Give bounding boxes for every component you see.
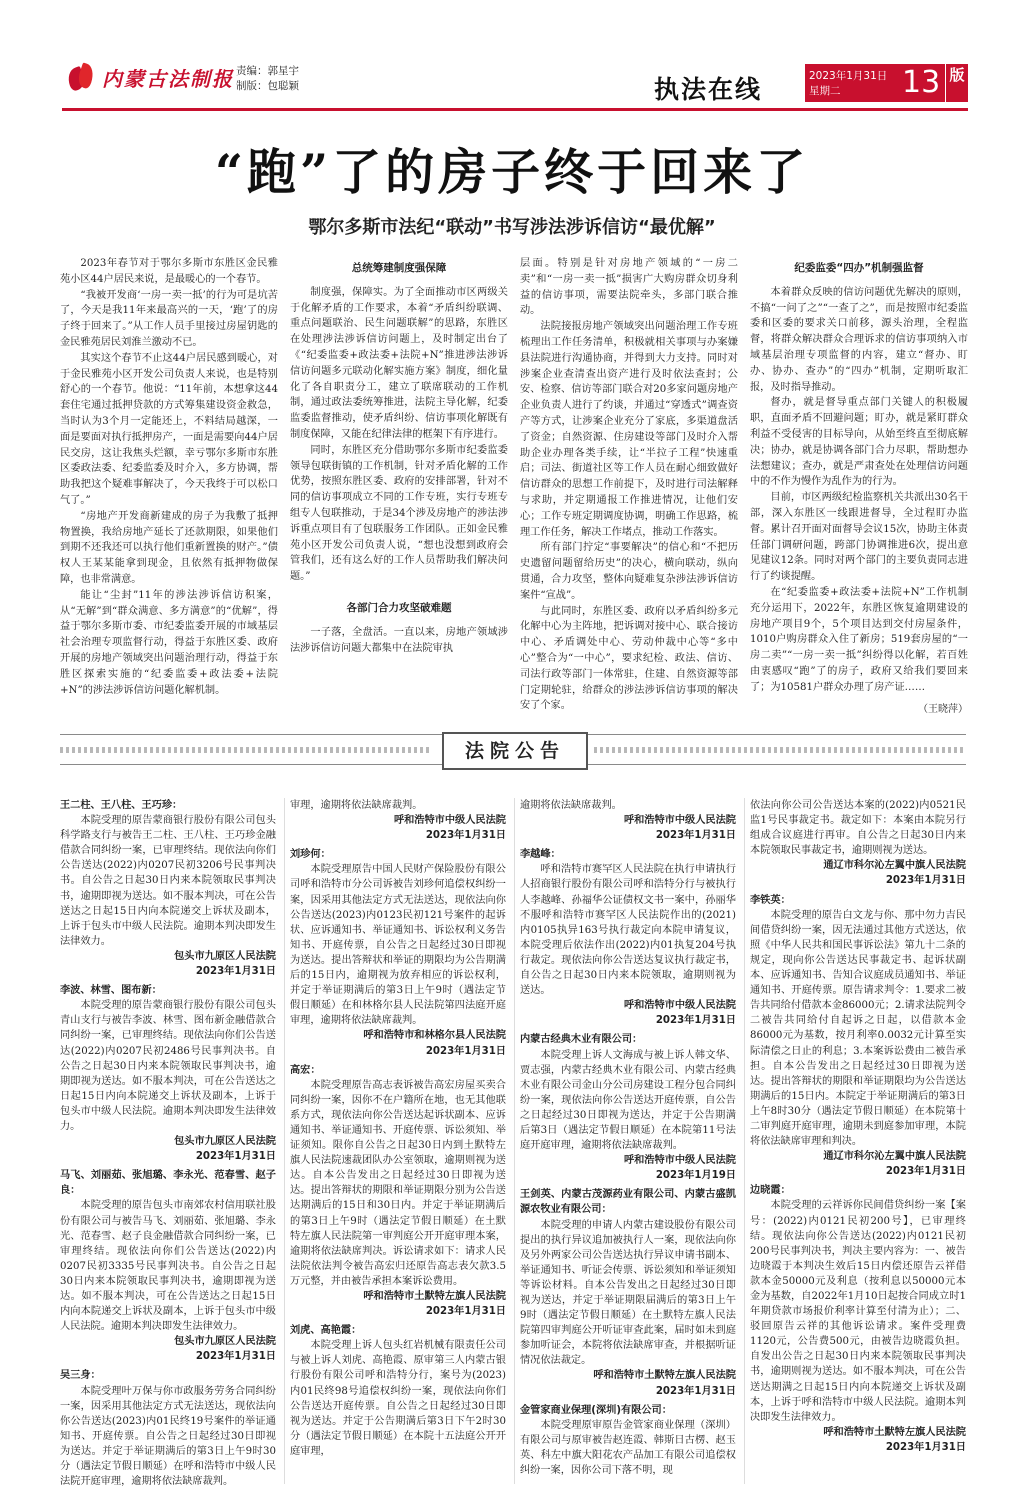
notice-party: 吴三身： bbox=[60, 1370, 101, 1382]
producer-credit: 制版：包聪颖 bbox=[236, 80, 299, 92]
article-paragraph: 法院接报房地产领域突出问题治理工作专班梳理出工作任务清单，积极就相关事项与办案嫌县法院进行沟通协商，并得到大力支持。同时对涉案企业查清查出资产进行及时依法查封；公安、检察、信访等部门联合对20多家问题房地产企业负责人进行了约谈，并通过“穿透式”调查资产等方式，让涉案企业充分了家底，多渠道盘活了资金；自然资源、住房建设等部门及时介入帮助企业办理各类手续，让“半拉子工程”快速重启；司法、街道社区等工作人员在耐心细致做好信访群众的思想工作前提下，及时进行司法解释与求助，并定期通报工作推进情况，让他们安心；工作专班定期调度协调，明确工作思路，梳理工作任务，解决工作堵点，推动工作落实。 bbox=[520, 321, 738, 538]
court-notice bbox=[520, 847, 736, 1028]
court-notice bbox=[60, 983, 276, 1164]
notice-party: 王剑英、内蒙古茂源药业有限公司、内蒙古盛凯源农牧业有限公司： bbox=[520, 1189, 736, 1216]
page-header bbox=[0, 0, 1024, 112]
notice-date: 2023年1月31日 bbox=[425, 1045, 506, 1057]
article-column-1 bbox=[60, 256, 278, 704]
banner-ornament bbox=[594, 747, 966, 753]
notice-party: 马飞、刘丽茹、张旭璐、李永光、范春雪、赵子良： bbox=[60, 1170, 276, 1197]
notice-body: 依法向你公司公告送达本案的(2022)内0521民监1号民事裁定书。裁定如下：本案由本院另行组成合议庭进行再审。自公告之日起30日内来本院领取民事裁定书，逾期则视为送达。 bbox=[750, 800, 966, 857]
notice-party: 内蒙古经典木业有限公司： bbox=[520, 1034, 643, 1046]
notice-party: 李波、林雪、图布新： bbox=[60, 985, 162, 997]
notice-court: 呼和浩特市土默特左旗人民法院 bbox=[363, 1291, 506, 1302]
article-column-3 bbox=[520, 256, 738, 712]
notice-party: 李铁英： bbox=[750, 894, 791, 906]
notice-date: 2023年1月31日 bbox=[655, 1385, 736, 1397]
notice-date: 2023年1月31日 bbox=[195, 1351, 276, 1363]
article-paragraph: “我被开发商‘一房一卖一抵’的行为可是坑苦了，今天是我11年来最高兴的一天，‘跑’了的房子终于回来了。”从工作人员手里接过房屋钥匙的金民雅苑居民刘淮兰激动不已。 bbox=[60, 289, 278, 348]
notice-court: 包头市九原区人民法院 bbox=[174, 950, 276, 962]
notice-column-3 bbox=[520, 798, 736, 1484]
notice-body: 本院受理的原告包头市南郊农村信用联社股份有限公司与被告马飞、刘丽茹、张旭璐、李永光、范春雪、赵子良金融借款合同纠纷一案，已审理终结。现依法向你们公告送达(2022)内0207民初3335号民事判决书。自公告之日起30日内来本院领取民事判决书，逾期即视为送达。如不服本判决，可在公告送达之日起15日内向本院递交上诉状及副本，上诉于包头市中级人民法院。逾期本判决即发生法律效力。 bbox=[60, 1200, 276, 1333]
section-subheading: 各部门合力攻坚破难题 bbox=[346, 601, 452, 614]
court-notice bbox=[60, 1168, 276, 1364]
notice-party: 金管家商业保理(深圳)有限公司： bbox=[520, 1404, 672, 1416]
notice-court: 通辽市科尔沁左翼中旗人民法院 bbox=[823, 860, 966, 872]
notice-party: 刘虎、高艳霞： bbox=[290, 1325, 362, 1337]
masthead bbox=[66, 62, 234, 92]
notice-party: 边晓霞： bbox=[750, 1185, 791, 1197]
article-paragraph: “房地产开发商新建成的房子为我敷了抵押物置换，我给房地产延长了还款期限，如果他们到期不还我还可以执行他们重新置换的财产。”债权人王某某能拿到现金，且依然有抵押物做保障，也非常满意。 bbox=[60, 510, 278, 585]
notice-date: 2023年1月31日 bbox=[195, 1151, 276, 1163]
notice-date: 2023年1月31日 bbox=[885, 875, 966, 887]
notice-date: 2023年1月31日 bbox=[655, 830, 736, 842]
notice-body: 本院受理的申请人内蒙古建设股份有限公司提出的执行异议追加被执行人一案，现依法向你及另外两家公司公告送达执行异议申请书副本、举证通知书、听证会传票、诉讼须知和举证须知等诉讼材料。自本公告发出之日起经过30日即视为送达，并定于举证期限届满后的第3日上午9时（遇法定节假日顺延）在土默特左旗人民法院第四审判庭公开听证审查此案，届时如未到庭参加听证会，本院将依法缺席审查，并根据听证情况依法裁定。 bbox=[520, 1219, 736, 1367]
article-paragraph: 制度强，保障实。为了全面推动市区两级关于化解矛盾的工作要求，本着“矛盾纠纷联调、重点问题联治、民生问题联解”的思路，东胜区在处理涉法涉诉信访问题上，及时制定出台了《“纪委监委+政法委+法院+N”推进涉法涉诉信访问题多元联动化解实施方案》制度，细化量化了各自职责分工，建立了联席联动的工作机制，通过政法委统筹推进，法院主导化解，纪委监委监督推动，使矛盾纠纷、信访事项化解既有制度保障，又能在纪律法律的框架下有序进行。 bbox=[290, 286, 508, 440]
article-paragraph: 督办，就是督导重点部门关键人的积极履职，直面矛盾不回避问题；盯办，就是紧盯群众利益不受侵害的目标导向，从始至终直至彻底解决；协办，就是协调各部门合力尽职，帮助想办法想建议；查办，就是严肃查处在处理信访问题中的不作为慢作为乱作为的行为。 bbox=[750, 397, 968, 488]
article-paragraph: 所有部门拧定“事要解决”的信心和“不把历史遗留问题留给历史”的决心，横向联动，纵向贯通，合力攻坚，整体向疑难复杂涉法涉诉信访案件“宣战”。 bbox=[520, 542, 738, 601]
notice-court: 呼和浩特市土默特左旗人民法院 bbox=[593, 1370, 736, 1382]
court-notice bbox=[520, 1403, 736, 1478]
editor-credits bbox=[236, 64, 299, 94]
article-paragraph: 在“纪委监委+政法委+法院+N”工作机制充分运用下，2022年，东胜区恢复逾期建设的房地产项目9个，5个项目达到交付房屋条件，1010户购房群众入住了新房；519套房屋的“一房二卖”“一房一卖一抵”纠纷得以化解，若百姓由衷感叹“跑”了的房子，政府又给我们要回来了；为10581户群众办理了房产证…… bbox=[750, 586, 968, 693]
article-paragraph: 其实这个春节不止这44户居民感到暖心，对于金民雅苑小区开发公司负责人来说，也是特别舒心的一个春节。他说：“11年前，本想拿这44套住宅通过抵押贷款的方式筹集建设资金救急，当时认为3个月一定能还上，不料结局越深，一面是要面对执行抵押房产，一面是需要向44户居民交房，这让我焦头烂额，幸亏鄂尔多斯市东胜区委政法委、纪委监委及时介入，多方协调，帮助我把这个疑难事解决了，今天我终于可以松口气了。” bbox=[60, 352, 278, 506]
article-headline: “跑”了的房子终于回来了 bbox=[214, 143, 810, 201]
notice-date: 2023年1月31日 bbox=[425, 830, 506, 842]
column-divider bbox=[514, 798, 515, 1484]
article-paragraph: 同时，东胜区充分借助鄂尔多斯市纪委监委领导包联街镇的工作机制，针对矛盾化解的工作优势，按照东胜区委、政府的安排部署，针对不同的信访事项成立不同的工作专班，实行专班专组专人包联推动，于是34个涉及房地产的涉法涉诉重点项目有了包联服务工作团队。正如金民雅苑小区开发公司负责人说，“想也没想到政府会管我们，还有这么好的工作人员帮助我们解决问题。” bbox=[290, 444, 508, 583]
notice-body: 本院受理的原告白文龙与你、那中勿力吉民间借贷纠纷一案，因无法通过其他方式送达，依照《中华人民共和国民事诉讼法》第九十二条的规定，现向你公告送达民事裁定书、起诉状副本、应诉通知书、告知合议庭成员通知书、举证通知书、开庭传票。原告请求判令：1.要求二被告共同给付借款本金86000元；2.请求法院判令二被告共同给付自起诉之日起，以借款本金86000元为基数，按月利率0.0032元计算至实际清偿之日止的利息；3.本案诉讼费由二被告承担。自本公告发出之日起经过30日即视为送达。提出答辩状的期限和举证期限均为公告送达期满后的15日内。本院定于举证期满后的第3日上午8时30分（遇法定节假日顺延）在本院第十二审判庭开庭审理，逾期未到庭参加审理，本院将依法缺席审理和判决。 bbox=[750, 909, 966, 1148]
banner-title-box bbox=[442, 732, 588, 770]
notice-party: 李越峰： bbox=[520, 849, 561, 861]
page-number: 13 bbox=[902, 65, 941, 100]
notice-date: 2023年1月19日 bbox=[655, 1170, 736, 1182]
notice-date: 2023年1月31日 bbox=[655, 1015, 736, 1027]
notice-date: 2023年1月31日 bbox=[885, 1441, 966, 1453]
notice-court: 呼和浩特市和林格尔县人民法院 bbox=[363, 1030, 506, 1042]
court-notice bbox=[290, 847, 506, 1058]
court-notice bbox=[750, 1183, 966, 1455]
column-divider bbox=[744, 798, 745, 1484]
notice-body: 本院受理的原告蒙商银行股份有限公司包头科学路支行与被告王二柱、王八柱、王巧珍金融借款合同纠纷一案，已审理终结。现依法向你们公告送达(2022)内0207民初3206号民事判决书。自公告之日起30日内来本院领取民事判决书，逾期即视为送达。如不服本判决，可在公告送达之日起15日内向本院递交上诉状及副本，上诉于包头市中级人民法院。逾期本判决即发生法律效力。 bbox=[60, 815, 276, 947]
court-notice bbox=[60, 798, 276, 979]
notice-date: 2023年1月31日 bbox=[425, 1306, 506, 1318]
notice-party: 高宏： bbox=[290, 1064, 321, 1076]
notice-body: 本院受理原告高志表诉被告高宏房屋买卖合同纠纷一案，因你不在户籍所在地，也无其他联系方式，现依法向你公告送达起诉状副本、应诉通知书、举证通知书、开庭传票、诉讼须知、举证须知。限你自公告之日起30日内到土默特左旗人民法院速裁团队办公室领取，逾期则视为送达。自本公告发出之日起经过30日即视为送达。提出答辩状的期限和举证期限分别为公告送达期满后的15日和30日内。并定于举证期满后的第3日上午9时（遇法定节假日顺延）在土默特左旗人民法院第一审判庭公开开庭审理本案，逾期将依法缺席判决。诉讼请求如下：请求人民法院依法判令被告高宏归还原告高志表欠款3.5万元整，并由被告承担本案诉讼费用。 bbox=[290, 1079, 506, 1287]
notice-body: 呼和浩特市赛罕区人民法院在执行申请执行人招商银行股份有限公司呼和浩特分行与被执行人李越峰、孙福华公证债权文书一案中，孙丽华不服呼和浩特市赛罕区人民法院作出的(2021)内0105执异163号执行裁定向本院申请复议，本院受理后依法作出(2022)内01执复204号执行裁定。现依法向你公告送达复议执行裁定书，自公告之日起30日内来本院领取，逾期则视为送达。 bbox=[520, 864, 736, 997]
notice-body: 逾期将依法缺席裁判。 bbox=[520, 800, 622, 811]
notice-court: 呼和浩特市土默特左旗人民法院 bbox=[823, 1426, 966, 1438]
notice-column-1 bbox=[60, 798, 276, 1488]
article-column-2 bbox=[290, 256, 508, 704]
notice-column-4 bbox=[750, 798, 966, 1484]
notice-body: 本院受理上诉人包头红岩机械有限责任公司与被上诉人刘虎、高艳霞、原审第三人内蒙古银行股份有限公司呼和浩特分行，案号为(2023)内01民终98号追偿权纠纷一案，现依法向你们公告送达开庭传票。自公告之日起经过30日即视为送达。并定于公告期满后第3日下午2时30分（遇法定节假日顺延）在本院十五法庭公开开庭审理， bbox=[290, 1340, 506, 1457]
notice-party: 王二柱、王八柱、王巧珍： bbox=[60, 800, 183, 811]
notice-body: 本院受理原告中国人民财产保险股份有限公司呼和浩特市分公司诉被告刘珍何追偿权纠纷一案，因采用其他法定方式无法送达，现依法向你公告送达(2023)内0123民初121号案件的起诉状、应诉通知书、举证通知书、诉讼权利义务告知书、开庭传票，自公告之日起经过30日即视为送达。提出答辩状和举证的期限均为公告期满后的15日内，逾期视为放弃相应的诉讼权利，并定于举证期满后的第3日上午9时（遇法定节假日顺延）在和林格尔县人民法院第四法庭开庭审理，逾期将依法缺席裁判。 bbox=[290, 864, 506, 1027]
article-byline: （王晓萍） bbox=[918, 703, 968, 715]
article-paragraph: 能让“尘封”11年的涉法涉诉信访积案，从“无解”到“群众满意、多方满意”的“优解”，得益于鄂尔多斯市委、市纪委监委开展的市域基层社会治理专项监督行动，得益于东胜区委、政府开展的房地产领域突出问题治理行动，得益于东胜区探索实施的“纪委监委+政法委+法院+N”的涉法涉诉信访问题化解机制。 bbox=[60, 589, 278, 696]
notice-body: 本院受理的云祥诉你民间借贷纠纷一案【案号：(2022)内0121民初200号】，已审理终结。现依法向你公告送达(2022)内0121民初200号民事判决书，判决主要内容为：一、被告边晓霞于本判决生效后15日内偿还原告云祥借款本金50000元及利息（按利息以50000元本金为基数，自2022年1月10日起按合同成立时1年期贷款市场报价利率计算至付清为止）；二、驳回原告云祥的其他诉讼请求。案件受理费1120元，公告费500元，由被告边晓霞负担。自发出公告之日起30日内来本院领取民事判决书，逾期则视为送达。如不服本判决，可在公告送达期满之日起15日内向本院递交上诉状及副本，上诉于呼和浩特市中级人民法院。逾期本判决即发生法律效力。 bbox=[750, 1200, 966, 1423]
notice-body: 本院受理原审原告金管家商业保理（深圳）有限公司与原审被告赵连霞、韩斯日古楞、赵玉英、科左中旗大阳花农产品加工有限公司追偿权纠纷一案，因你公司下落不明，现 bbox=[520, 1419, 736, 1477]
court-notice bbox=[290, 798, 506, 843]
page-unit: 版 bbox=[946, 64, 968, 102]
notice-body: 审理，逾期将依法缺席裁判。 bbox=[290, 800, 423, 811]
court-notice bbox=[750, 893, 966, 1180]
notice-court: 呼和浩特市中级人民法院 bbox=[623, 1155, 736, 1167]
notice-court: 呼和浩特市中级人民法院 bbox=[623, 815, 736, 827]
newspaper-logo-icon bbox=[66, 62, 96, 92]
article-paragraph: 一子落，全盘活。一直以来，房地产领域涉法涉诉信访问题大都集中在法院审执 bbox=[290, 626, 508, 654]
article-paragraph: 与此同时，东胜区委、政府以矛盾纠纷多元化解中心为主阵地，把诉调对接中心、联合接访中心、矛盾调处中心、劳动仲裁中心等“多中心”整合为“一中心”，要求纪检、政法、信访、司法行政等部门一体常驻，住建、自然资源等部门定期轮驻，给群众的涉法涉诉信访事项的解决安了个家。 bbox=[520, 605, 738, 712]
court-notice bbox=[520, 1187, 736, 1398]
court-notice bbox=[520, 1032, 736, 1183]
article-paragraph: 层面。特别是针对房地产领域的“一房二卖”和“一房一卖一抵”损害广大购房群众切身利益的信访事项，需要法院牵头，多部门联合推动。 bbox=[520, 258, 738, 317]
column-divider bbox=[284, 798, 285, 1484]
header-rule bbox=[62, 108, 968, 111]
notice-column-2 bbox=[290, 798, 506, 1484]
notice-court: 通辽市科尔沁左翼中旗人民法院 bbox=[823, 1151, 966, 1163]
section-subheading: 总统筹建制度强保障 bbox=[351, 262, 447, 274]
editor-credit: 责编：郭星宇 bbox=[236, 65, 299, 77]
notice-date: 2023年1月31日 bbox=[885, 1166, 966, 1178]
section-subheading: 纪委监委“四办”机制强监督 bbox=[794, 262, 924, 274]
notice-body: 本院受理的原告蒙商银行股份有限公司包头青山支行与被告李波、林雪、图布新金融借款合同纠纷一案，已审理终结。现依法向你们公告送达(2022)内0207民初2486号民事判决书。自公告之日起30日内来本院领取民事判决书，逾期即视为送达。如不服本判决，可在公告送达之日起15日内向本院递交上诉状及副本，上诉于包头市中级人民法院。逾期本判决即发生法律效力。 bbox=[60, 1000, 276, 1132]
notice-section-banner bbox=[60, 722, 966, 778]
issue-weekday: 星期二 bbox=[809, 85, 841, 97]
masthead-title: 内蒙古法制报 bbox=[102, 66, 234, 91]
notice-court: 包头市九原区人民法院 bbox=[174, 1336, 276, 1348]
court-notice bbox=[520, 798, 736, 843]
notice-court: 呼和浩特市中级人民法院 bbox=[393, 815, 506, 827]
notice-party: 刘珍何： bbox=[290, 849, 331, 861]
article-paragraph: 2023年春节对于鄂尔多斯市东胜区金民雅苑小区44户居民来说，是最暖心的一个春节。 bbox=[60, 258, 278, 285]
article-paragraph: 目前，市区两级纪检监察机关共派出30名干部，深入东胜区一线跟进督导，全过程盯办监督。累计召开面对面督导会议15次，协助主体责任部门调研问题，跨部门协调推进6次，提出意见建议12条。同时对两个部门的主要负责同志进行了约谈提醒。 bbox=[750, 492, 968, 583]
notice-body: 本院受理叶万保与你市政服务劳务合同纠纷一案，因采用其他法定方式无法送达，现依法向你公告送达(2023)内01民终19号案件的举证通知书、开庭传票。自公告之日起经过30日即视为送达。并定于举证期满后的第3日上午9时30分（遇法定节假日顺延）在呼和浩特市中级人民法院开庭审理，逾期将依法缺席裁判。 bbox=[60, 1385, 276, 1488]
court-notice bbox=[60, 1368, 276, 1489]
issue-date: 2023年1月31日 bbox=[809, 70, 888, 82]
court-notice bbox=[290, 1063, 506, 1320]
notice-section-title: 法院公告 bbox=[464, 740, 565, 762]
notice-court: 呼和浩特市中级人民法院 bbox=[623, 1000, 736, 1012]
banner-ornament bbox=[60, 747, 432, 753]
article-column-4 bbox=[750, 256, 968, 715]
notice-date: 2023年1月31日 bbox=[195, 966, 276, 978]
court-notice bbox=[750, 798, 966, 889]
section-title: 执法在线 bbox=[654, 75, 763, 104]
article-subheadline: 鄂尔多斯市法纪“联动”书写涉法涉诉信访“最优解” bbox=[308, 217, 716, 238]
notice-body: 本院受理上诉人文海成与被上诉人韩文华、贾志强，内蒙古经典木业有限公司、内蒙古经典木业有限公司金山分公司房建设工程分包合同纠纷一案，现依法向你公告送达开庭传票，自公告之日起经过30日即视为送达，并定于公告期满后第3日（遇法定节假日顺延）在本院第11号法庭开庭审理，逾期将依法缺席裁判。 bbox=[520, 1049, 736, 1152]
notice-court: 包头市九原区人民法院 bbox=[174, 1136, 276, 1148]
article-paragraph: 本着群众反映的信访问题优先解决的原则，不搞“一问了之”“一查了之”，而是按照市纪委监委和区委的要求关口前移，源头治理，全程监督，将群众解决群众合理诉求的信访事项纳入市域基层治理专项监督的内容，建立“督办、盯办、协办、查办”的“四办”机制，定期听取汇报，及时指导推动。 bbox=[750, 286, 968, 393]
court-notice bbox=[290, 1323, 506, 1459]
